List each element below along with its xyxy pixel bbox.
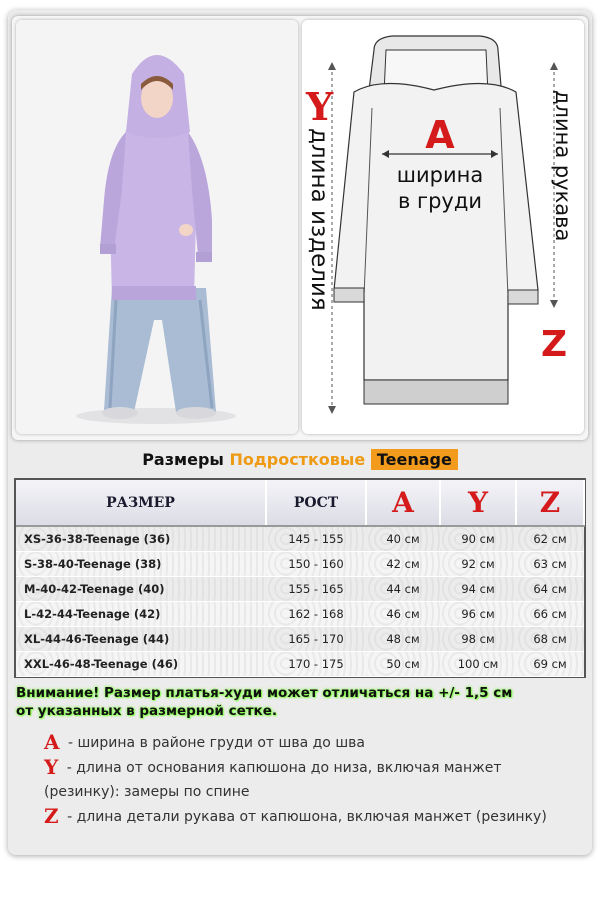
cell-z: 69 см — [516, 651, 584, 676]
cell-a: 40 см — [366, 526, 440, 551]
cell-size: S-38-40-Teenage (38) — [16, 551, 266, 576]
cell-height: 162 - 168 — [266, 601, 366, 626]
letter-z: Z — [540, 324, 568, 365]
header-y: Y — [440, 480, 516, 526]
cell-height: 150 - 160 — [266, 551, 366, 576]
size-table — [14, 478, 586, 678]
cell-a: 50 см — [366, 651, 440, 676]
warning-line1: Внимание! Размер платья-худи может отличаться на +/- 1,5 см — [16, 685, 513, 701]
cell-z: 62 см — [516, 526, 584, 551]
header-z: Z — [516, 480, 584, 526]
cell-a: 42 см — [366, 551, 440, 576]
warning-line2: от указанных в размерной сетке. — [16, 703, 278, 719]
measurement-legend — [44, 730, 574, 829]
table-row — [16, 551, 584, 576]
cell-y: 96 см — [440, 601, 516, 626]
cell-z: 64 см — [516, 576, 584, 601]
table-header-row — [16, 480, 584, 526]
legend-letter-a: A — [44, 730, 60, 754]
header-size: РАЗМЕР — [16, 480, 266, 526]
title-part-teen: Подростковые — [229, 450, 366, 469]
table-row — [16, 651, 584, 676]
cell-size: XL-44-46-Teenage (44) — [16, 626, 266, 651]
table-row — [16, 601, 584, 626]
cell-y: 90 см — [440, 526, 516, 551]
sleeve-label: длина рукава — [551, 90, 575, 242]
header-a: A — [366, 480, 440, 526]
cell-size: XXL-46-48-Teenage (46) — [16, 651, 266, 676]
product-photo — [16, 20, 298, 434]
cell-a: 48 см — [366, 626, 440, 651]
hoodie-sketch — [302, 20, 584, 434]
legend-letter-y: Y — [44, 755, 59, 779]
legend-letter-z: Z — [44, 804, 59, 828]
cell-size: M-40-42-Teenage (40) — [16, 576, 266, 601]
title-part-sizes: Размеры — [142, 450, 224, 469]
table-row — [16, 526, 584, 551]
size-chart-title — [0, 450, 600, 474]
letter-a: A — [425, 113, 455, 157]
cell-height: 165 - 170 — [266, 626, 366, 651]
header-height: РОСТ — [266, 480, 366, 526]
title-part-teenage: Teenage — [371, 449, 458, 470]
length-label: длина изделия — [306, 128, 332, 311]
cell-y: 98 см — [440, 626, 516, 651]
letter-y: Y — [306, 84, 334, 129]
cell-height: 170 - 175 — [266, 651, 366, 676]
cell-y: 92 см — [440, 551, 516, 576]
legend-item-y — [44, 755, 574, 804]
legend-text-a: - ширина в районе груди от шва до шва — [67, 735, 365, 751]
legend-item-z — [44, 804, 574, 829]
cell-size: L-42-44-Teenage (42) — [16, 601, 266, 626]
cell-height: 145 - 155 — [266, 526, 366, 551]
cell-z: 63 см — [516, 551, 584, 576]
cell-y: 94 см — [440, 576, 516, 601]
legend-text-y: - длина от основания капюшона до низа, включая манжет (резинку): замеры по спине — [44, 760, 502, 800]
chest-label-line1: ширина — [396, 163, 484, 187]
chest-label-line2: в груди — [397, 189, 483, 213]
cell-y: 100 см — [440, 651, 516, 676]
legend-text-z: - длина детали рукава от капюшона, включая манжет (резинку) — [67, 809, 547, 825]
cell-a: 44 см — [366, 576, 440, 601]
cell-z: 66 см — [516, 601, 584, 626]
model-illustration — [16, 20, 298, 434]
table-row — [16, 626, 584, 651]
size-warning — [16, 684, 586, 720]
cell-height: 155 - 165 — [266, 576, 366, 601]
measurement-diagram — [302, 20, 584, 434]
cell-a: 46 см — [366, 601, 440, 626]
table-row — [16, 576, 584, 601]
legend-item-a — [44, 730, 574, 755]
cell-size: XS-36-38-Teenage (36) — [16, 526, 266, 551]
cell-z: 68 см — [516, 626, 584, 651]
